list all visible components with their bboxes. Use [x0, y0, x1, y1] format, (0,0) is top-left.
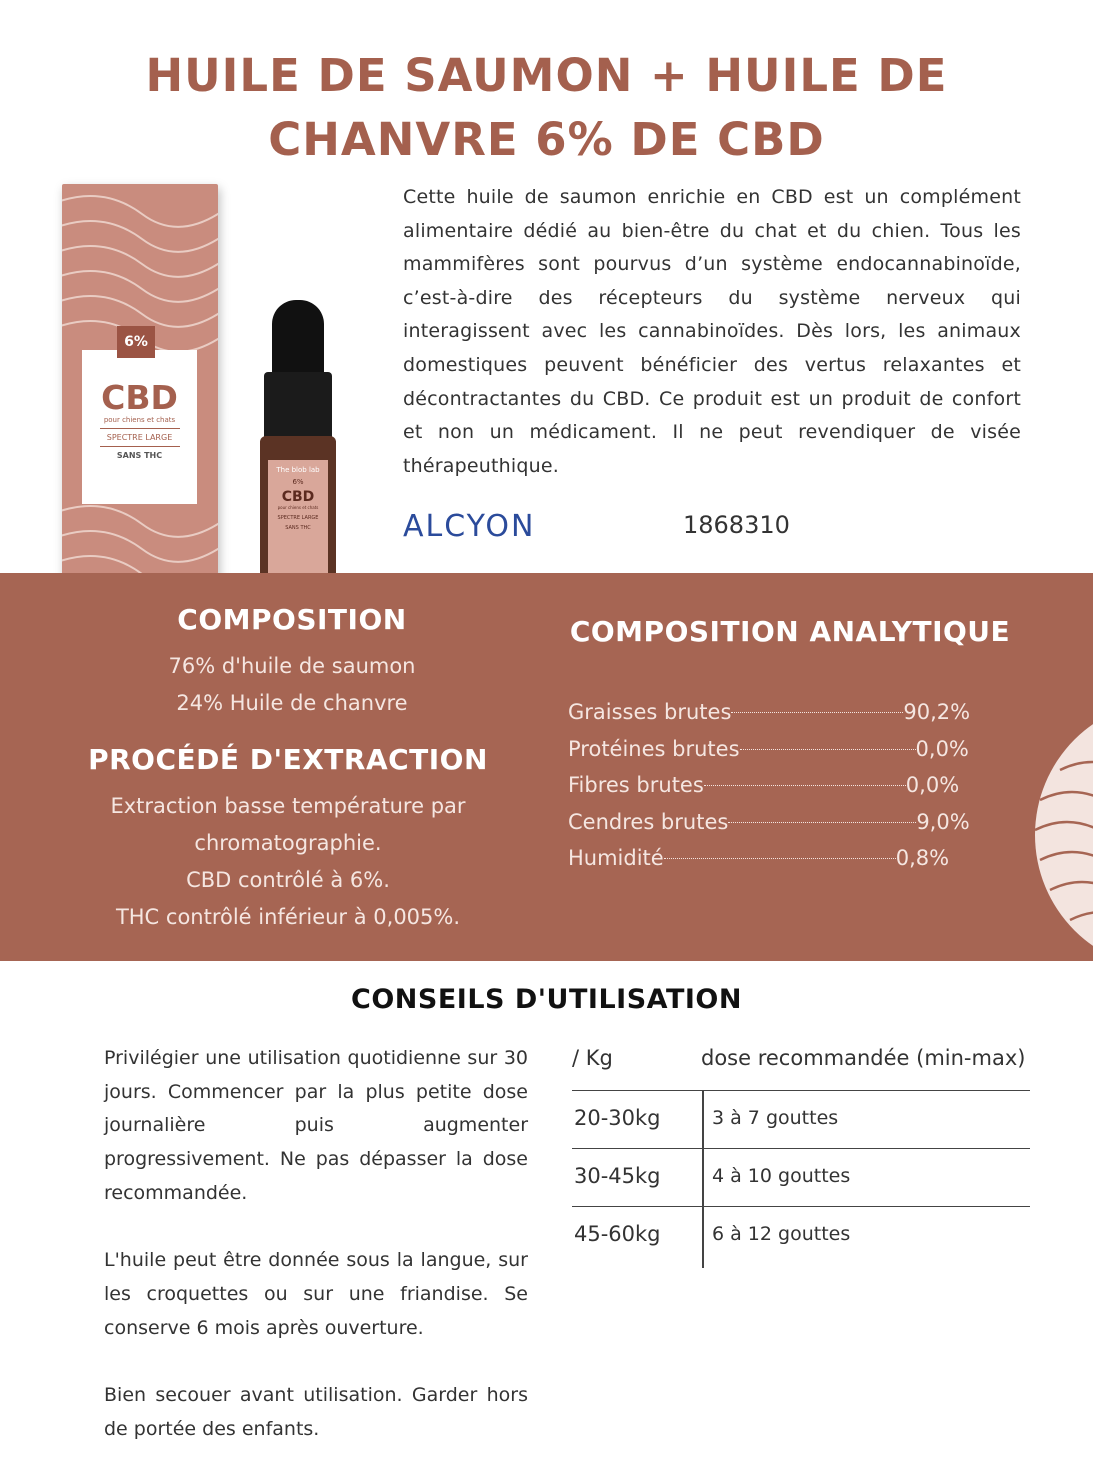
bottle-label [268, 460, 328, 580]
page-title [0, 44, 1093, 172]
dose-weight: 45-60kg [574, 1222, 661, 1246]
analytique-label: Graisses brutes [568, 700, 732, 724]
box-label-thc: SANS THC [116, 451, 163, 460]
dose-table-header [572, 1040, 1030, 1090]
box-label-brand: CBD [101, 378, 178, 417]
box-label-subtitle: pour chiens et chats [103, 416, 176, 424]
analytique-list [568, 694, 988, 877]
analytique-row [568, 694, 988, 731]
analytique-row [568, 840, 988, 877]
bottle-label-brand: The blob lab [276, 466, 320, 474]
dose-table-row [572, 1090, 1030, 1148]
dot-leader [728, 822, 916, 823]
dot-leader [731, 712, 903, 713]
analytique-label: Fibres brutes [568, 773, 704, 797]
composition-line: 24% Huile de chanvre [176, 691, 408, 715]
analytique-value: 90,2% [903, 700, 971, 724]
analytique-value: 0,0% [905, 773, 960, 797]
dot-leader [664, 858, 896, 859]
conseils-heading: CONSEILS D'UTILISATION [351, 984, 742, 1015]
analytique-row [568, 731, 988, 768]
dose-table [572, 1040, 1030, 1264]
bottle-label-thc: SANS THC [285, 525, 311, 531]
bottle-label-spectrum: SPECTRE LARGE [277, 515, 319, 521]
analytique-label: Cendres brutes [568, 809, 729, 834]
dose-table-row [572, 1148, 1030, 1206]
product-description: Cette huile de saumon enrichie en CBD est un complément alimentaire dédié au bien-être du chat et du chien. Tous les mammifères sont pourvus d’un système endocannabinoïde, c’est-à-dire des récepteurs du système nerveux qui interagissent avec les cannabinoïdes. Dès lors, les animaux domestiques peuvent bénéficier des vertus relaxantes et décontractantes du CBD. Ce produit est un produit de confort et non un médicament. Il ne peut revendiquer de visée thérapeuthique. [403, 186, 1021, 477]
dose-weight: 30-45kg [574, 1164, 661, 1188]
box-label-divider [100, 446, 180, 447]
dose-table-row [572, 1206, 1030, 1264]
composition-line: 76% d'huile de saumon [168, 654, 416, 678]
analytique-label: Humidité [568, 846, 664, 870]
dose-table-col-weight: / Kg [572, 1046, 613, 1070]
product-box-image [62, 184, 218, 589]
dot-leader [704, 785, 906, 786]
dot-leader [740, 749, 916, 750]
extraction-lines [88, 788, 488, 936]
analytique-label: Protéines brutes [568, 736, 740, 761]
analytique-value: 0,8% [895, 846, 950, 870]
extraction-line: CBD contrôlé à 6%. [186, 868, 390, 892]
bottle-label-subtitle: pour chiens et chats [277, 505, 319, 510]
bottle-label-name: CBD [281, 489, 315, 505]
box-label-percent: 6% [117, 326, 155, 358]
usage-advice [104, 1042, 528, 1459]
composition-heading: COMPOSITION [177, 603, 407, 636]
title-line-1: HUILE DE SAUMON + HUILE DE [145, 49, 948, 102]
analytique-value: 0,0% [915, 736, 969, 761]
bottle-ring [264, 372, 332, 442]
extraction-line: THC contrôlé inférieur à 0,005%. [115, 905, 461, 929]
product-code: 1868310 [683, 511, 790, 539]
extraction-line: Extraction basse température par [110, 794, 466, 818]
alcyon-logo: ALCYON [403, 509, 536, 544]
composition-band [0, 573, 1093, 961]
analytique-heading: COMPOSITION ANALYTIQUE [569, 615, 1011, 648]
dose-weight: 20-30kg [574, 1106, 661, 1130]
extraction-line: chromatographie. [194, 831, 382, 855]
box-label-spectrum: SPECTRE LARGE [106, 433, 173, 442]
analytique-row [568, 767, 988, 804]
title-line-2: CHANVRE 6% DE CBD [268, 113, 825, 166]
box-label-card [82, 350, 197, 504]
dose-table-col-dose: dose recommandée (min-max) [701, 1046, 1026, 1070]
composition-lines [92, 648, 492, 722]
box-label-divider [100, 428, 180, 429]
analytique-row [568, 804, 988, 841]
dose-table-divider [702, 1090, 704, 1268]
dose-amount: 6 à 12 gouttes [712, 1223, 851, 1245]
advice-paragraph: L'huile peut être donnée sous la langue, sur les croquettes ou sur une friandise. Se conserve 6 mois après ouverture. [104, 1249, 528, 1339]
extraction-heading: PROCÉDÉ D'EXTRACTION [88, 743, 488, 776]
analytique-value: 9,0% [916, 809, 970, 834]
advice-paragraph: Bien secouer avant utilisation. Garder hors de portée des enfants. [104, 1384, 528, 1440]
bottle-label-percent: 6% [292, 478, 304, 486]
band-decorative-pattern [1020, 700, 1093, 961]
advice-paragraph: Privilégier une utilisation quotidienne sur 30 jours. Commencer par la plus petite dose journalière puis augmenter progressivement. Ne pas dépasser la dose recommandée. [104, 1047, 528, 1204]
dropper-bottle-image [258, 300, 338, 592]
dose-amount: 4 à 10 gouttes [712, 1165, 851, 1187]
dose-amount: 3 à 7 gouttes [712, 1107, 839, 1129]
